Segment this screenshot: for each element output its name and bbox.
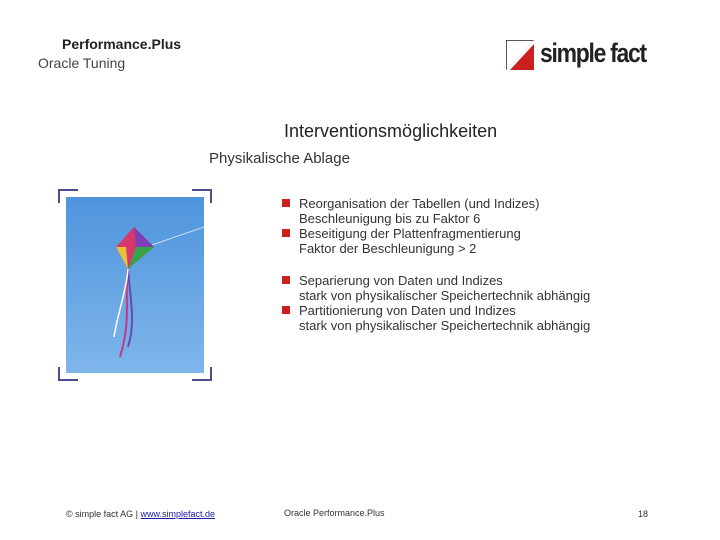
footer-product: Oracle Performance.Plus bbox=[284, 508, 385, 518]
bullet-square-icon bbox=[282, 306, 290, 314]
footer-copyright bbox=[66, 509, 215, 519]
bullet-line2: Faktor der Beschleunigung > 2 bbox=[299, 241, 477, 256]
footer-separator: | bbox=[135, 509, 139, 519]
page-number: 18 bbox=[638, 509, 649, 519]
bullet-list bbox=[282, 196, 590, 333]
bullet-line2: Beschleunigung bis zu Faktor 6 bbox=[299, 211, 481, 226]
website-link[interactable]: www.simplefact.de bbox=[140, 509, 216, 519]
bullet-item bbox=[282, 226, 590, 256]
bullet-square-icon bbox=[282, 276, 290, 284]
bullet-line2: stark von physikalischer Speichertechnik abhängig bbox=[299, 288, 591, 303]
bullet-item bbox=[282, 196, 590, 226]
bullet-line1: Separierung von Daten und Indizes bbox=[299, 273, 503, 288]
logo-mark-icon bbox=[506, 40, 534, 70]
bullet-square-icon bbox=[282, 199, 290, 207]
bullet-line1: Beseitigung der Plattenfragmentierung bbox=[299, 226, 521, 241]
copyright-text: © simple fact AG bbox=[66, 509, 134, 519]
bullet-item bbox=[282, 303, 590, 333]
bullet-line1: Partitionierung von Daten und Indizes bbox=[299, 303, 516, 318]
logo-text: simple fact bbox=[540, 38, 646, 68]
header-title: Performance.Plus bbox=[62, 36, 182, 52]
bullet-square-icon bbox=[282, 229, 290, 237]
slide-subtitle: Physikalische Ablage bbox=[209, 150, 350, 167]
kite-photo bbox=[66, 197, 204, 373]
simplefact-logo bbox=[506, 38, 656, 78]
header-subtitle: Oracle Tuning bbox=[38, 55, 126, 71]
slide-title: Interventionsmöglichkeiten bbox=[284, 121, 498, 141]
bullet-line2: stark von physikalischer Speichertechnik abhängig bbox=[299, 318, 591, 333]
bullet-line1: Reorganisation der Tabellen (und Indizes) bbox=[299, 196, 540, 211]
bullet-item bbox=[282, 273, 590, 303]
